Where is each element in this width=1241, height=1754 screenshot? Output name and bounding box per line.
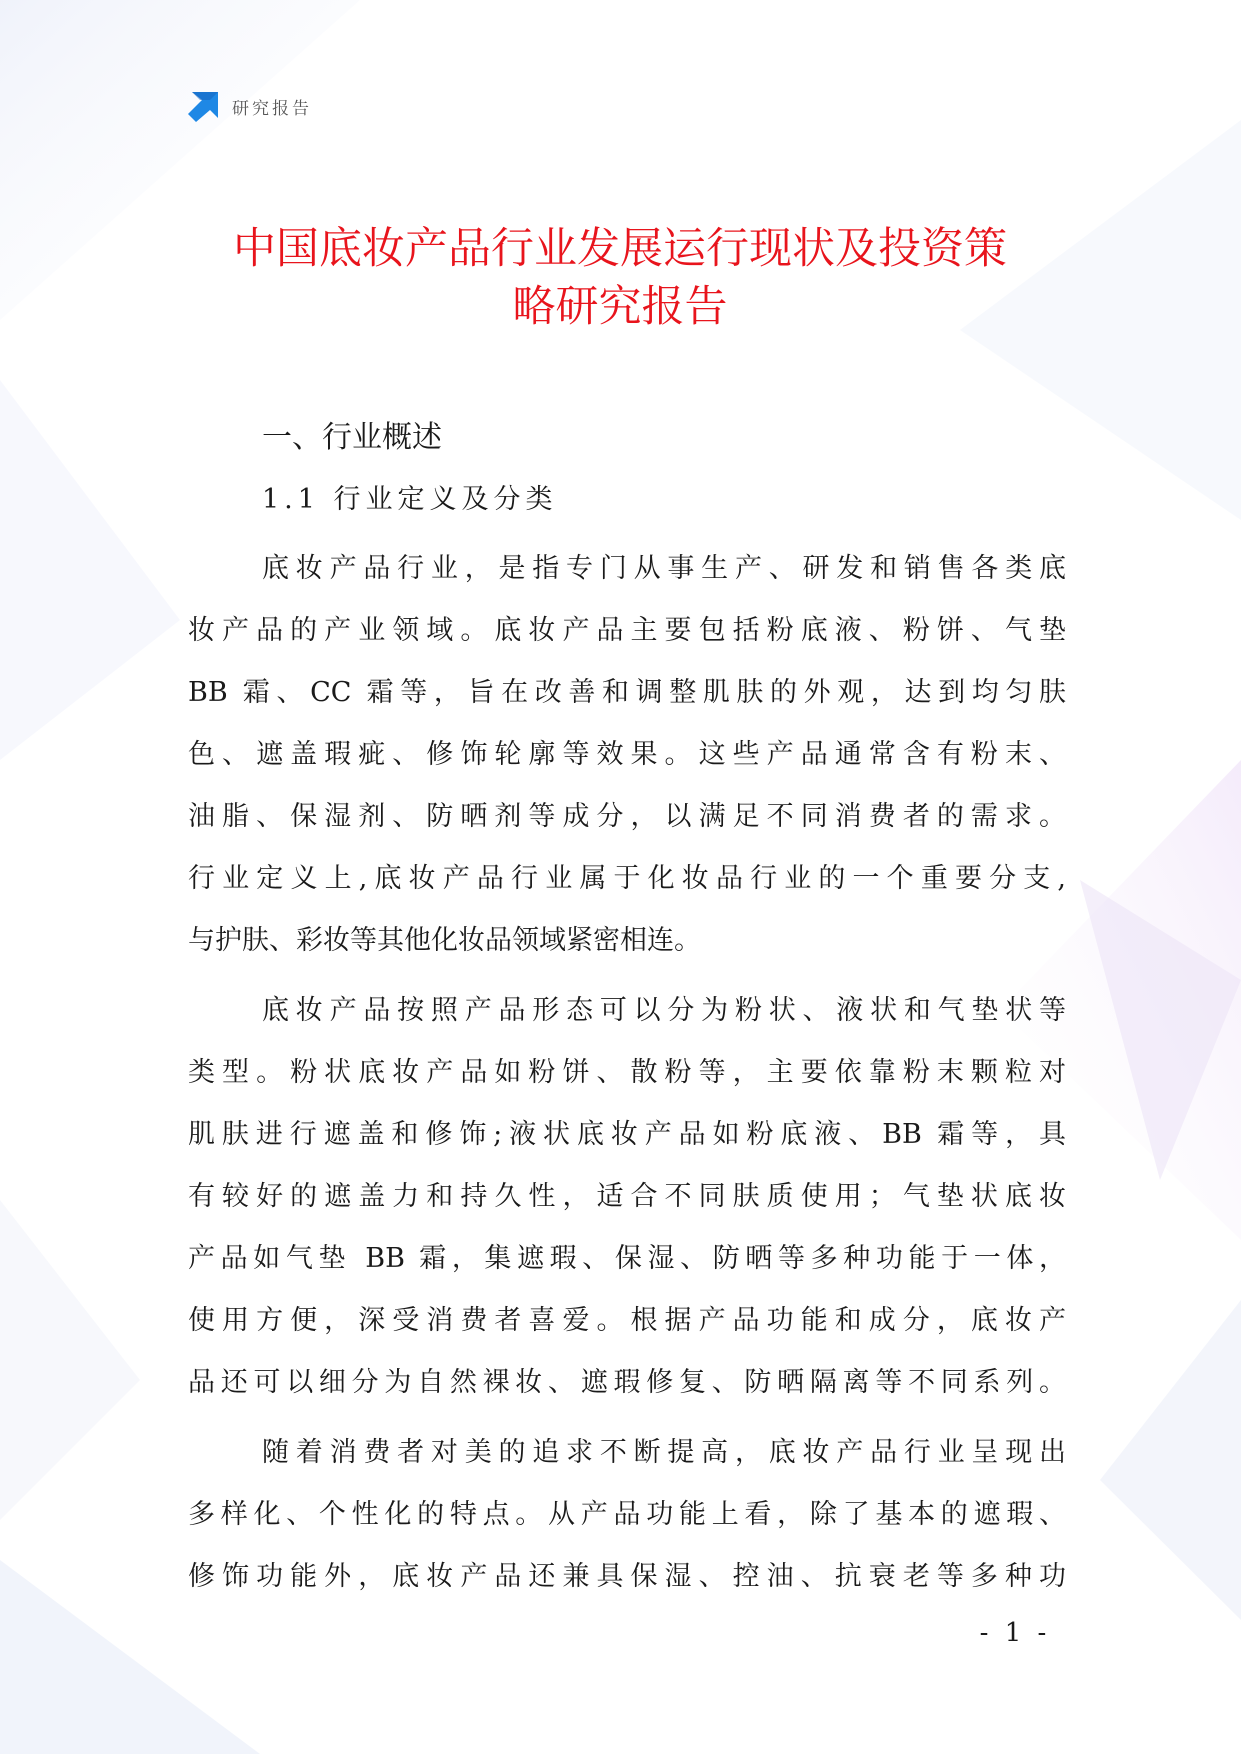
paragraph: [188, 1422, 1066, 1608]
page-number: - 1 -: [979, 1618, 1051, 1648]
text-line: 妆产品的产业领域。底妆产品主要包括粉底液、粉饼、气垫: [188, 615, 1066, 646]
paragraph: [188, 538, 1066, 972]
text-line: 油脂、保湿剂、防晒剂等成分，以满足不同消费者的需求。: [188, 801, 1066, 832]
text-line: 品还可以细分为自然裸妆、遮瑕修复、防晒隔离等不同系列。: [188, 1367, 1066, 1398]
report-header: [186, 88, 312, 124]
text-line: 使用方便，深受消费者喜爱。根据产品功能和成分，底妆产: [188, 1305, 1066, 1336]
text-line: 产品如气垫 BB 霜，集遮瑕、保湿、防晒等多种功能于一体，: [188, 1243, 1066, 1274]
body-text: [188, 538, 1066, 1616]
section-heading: 一、行业概述: [262, 420, 442, 455]
text-line: 肌肤进行遮盖和修饰;液状底妆产品如粉底液、BB 霜等，具: [188, 1119, 1066, 1150]
text-line: 有较好的遮盖力和持久性，适合不同肤质使用；气垫状底妆: [188, 1181, 1066, 1212]
text-line: 修饰功能外，底妆产品还兼具保湿、控油、抗衰老等多种功: [188, 1561, 1066, 1592]
document-title: [150, 220, 1090, 336]
text-line: 与护肤、彩妆等其他化妆品领域紧密相连。: [188, 925, 701, 956]
text-line: 类型。粉状底妆产品如粉饼、散粉等，主要依靠粉末颗粒对: [188, 1057, 1066, 1088]
document-title-line-1: 中国底妆产品行业发展运行现状及投资策: [233, 224, 1007, 274]
text-line: 行业定义上,底妆产品行业属于化妆品行业的一个重要分支,: [188, 863, 1066, 894]
text-line: BB 霜、CC 霜等，旨在改善和调整肌肤的外观，达到均匀肤: [188, 677, 1066, 708]
text-line: 随着消费者对美的追求不断提高，底妆产品行业呈现出: [262, 1437, 1066, 1468]
header-label: 研究报告: [232, 98, 312, 119]
document-title-line-2: 略研究报告: [512, 282, 728, 332]
text-line: 底妆产品行业，是指专门从事生产、研发和销售各类底: [262, 553, 1066, 584]
text-line: 色、遮盖瑕疵、修饰轮廓等效果。这些产品通常含有粉末、: [188, 739, 1066, 770]
text-line: 底妆产品按照产品形态可以分为粉状、液状和气垫状等: [262, 995, 1066, 1026]
arrow-up-right-icon: [186, 90, 220, 122]
text-line: 多样化、个性化的特点。从产品功能上看，除了基本的遮瑕、: [188, 1499, 1066, 1530]
paragraph: [188, 980, 1066, 1414]
subsection-heading: 1.1 行业定义及分类: [262, 484, 558, 515]
